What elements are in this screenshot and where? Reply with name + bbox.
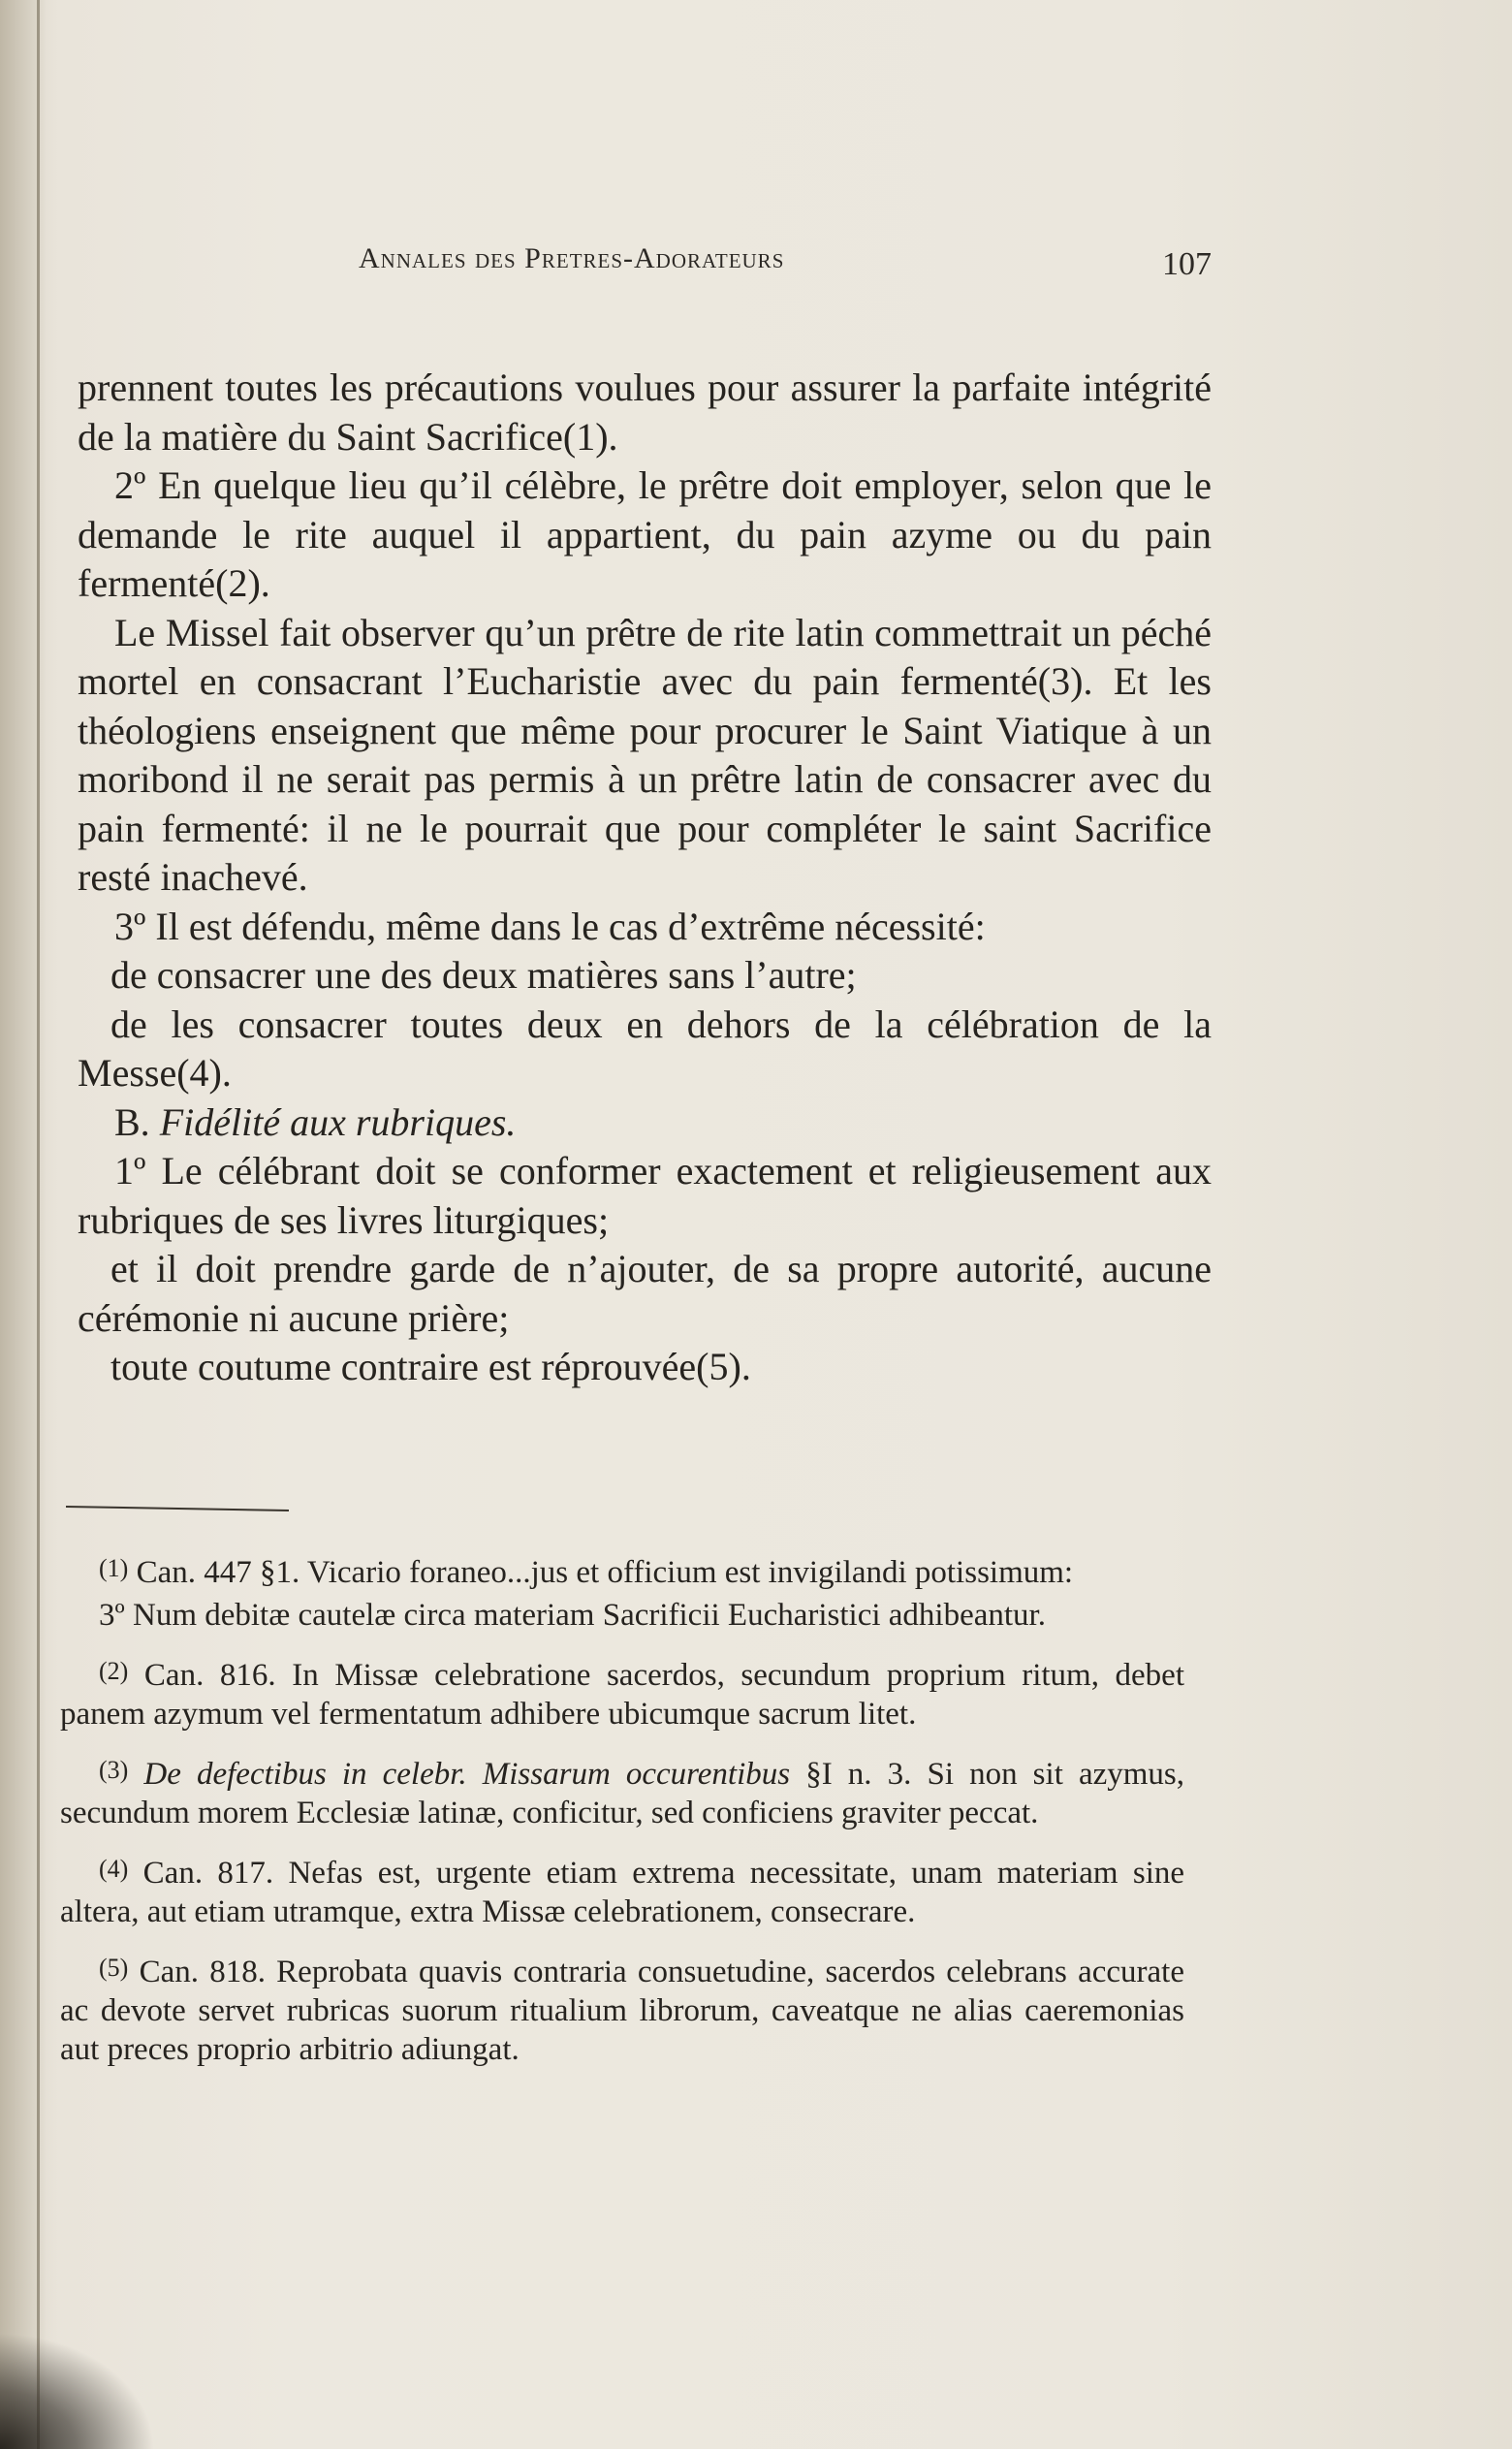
paragraph: 3º Il est défendu, même dans le cas d’extrême nécessité: xyxy=(114,904,986,948)
footnote-citation: De defectibus in celebr. Missarum occurentibus xyxy=(143,1757,791,1792)
page-header xyxy=(359,242,1212,301)
footnotes xyxy=(60,1549,1184,2086)
paragraph: 2º En quelque lieu qu’il célèbre, le prêtre doit employer, selon que le demande le rite auquel il appartient, du pain azyme ou du pain fermenté(2). xyxy=(78,463,1212,605)
main-text xyxy=(78,364,1212,1392)
corner-shadow xyxy=(0,2333,155,2449)
paragraph: prennent toutes les précautions voulues pour assurer la parfaite intégrité de la matière du Saint Sacrifice(1). xyxy=(78,366,1212,459)
running-title: Annales des Pretres-Adorateurs xyxy=(359,242,785,274)
paragraph: de consacrer une des deux matières sans l’autre; xyxy=(110,953,857,997)
footnote-text: Can. 817. Nefas est, urgente etiam extrema necessitate, unam materiam sine altera, aut etiam utramque, extra Missæ celebrationem, consecrare. xyxy=(60,1856,1185,1929)
paragraph: et il doit prendre garde de n’ajouter, de sa propre autorité, aucune cérémonie ni aucune prière; xyxy=(78,1247,1212,1340)
paragraph: Le Missel fait observer qu’un prêtre de rite latin commettrait un péché mortel en consacrant l’Eucharistie avec du pain fermenté(3). Et les théologiens enseignent que même pour procurer le Saint Viatique à un moribond il ne serait pas permis à un prêtre latin de consacrer avec du pain fermenté: il ne le pourrait que pour compléter le saint Sacrifice resté inachevé. xyxy=(78,610,1212,899)
section-heading xyxy=(78,1098,1212,1148)
section-title: Fidélité aux rubriques. xyxy=(159,1099,517,1144)
footnote xyxy=(60,1652,1184,1733)
footnote-text: Can. 447 §1. Vicario foraneo...jus et officium est invigilandi potissimum: xyxy=(136,1555,1074,1590)
footnote-text: 3º Num debitæ cautelæ circa materiam Sacrificii Eucharistici adhibeantur. xyxy=(99,1598,1046,1633)
footnote-mark: (5) xyxy=(99,1954,129,1982)
paragraph: toute coutume contraire est réprouvée(5). xyxy=(110,1345,751,1388)
footnote-rule xyxy=(66,1506,289,1511)
footnote-mark: (3) xyxy=(99,1756,129,1784)
footnote-mark: (1) xyxy=(99,1554,129,1582)
footnote xyxy=(60,1850,1184,1931)
footnote-text: Can. 818. Reprobata quavis contraria consuetudine, sacerdos celebrans accurate ac devote servet rubricas suorum ritualium librorum, caveatque ne alias caeremonias aut preces proprio arbitrio adiungat. xyxy=(60,1955,1185,2067)
footnote xyxy=(60,1549,1184,1592)
footnote xyxy=(60,1751,1184,1832)
paragraph: 1º Le célébrant doit se conformer exactement et religieusement aux rubriques de ses livres liturgiques; xyxy=(78,1149,1212,1242)
page-number: 107 xyxy=(1162,246,1212,282)
paragraph: de les consacrer toutes deux en dehors de la célébration de la Messe(4). xyxy=(78,1002,1212,1095)
section-letter: B. xyxy=(114,1099,150,1144)
footnote-mark: (2) xyxy=(99,1657,129,1685)
footnote-mark: (4) xyxy=(99,1855,129,1883)
binding-edge xyxy=(37,0,40,2449)
footnote xyxy=(60,1949,1184,2069)
footnote xyxy=(60,1596,1184,1635)
footnote-text: §I n. 3. Si non sit azymus, secundum morem Ecclesiæ latinæ, conficitur, sed conficiens graviter peccat. xyxy=(60,1757,1185,1830)
footnote-text: Can. 816. In Missæ celebratione sacerdos, secundum proprium ritum, debet panem azymum vel fermentatum adhibere ubicumque sacrum litet. xyxy=(60,1658,1184,1732)
